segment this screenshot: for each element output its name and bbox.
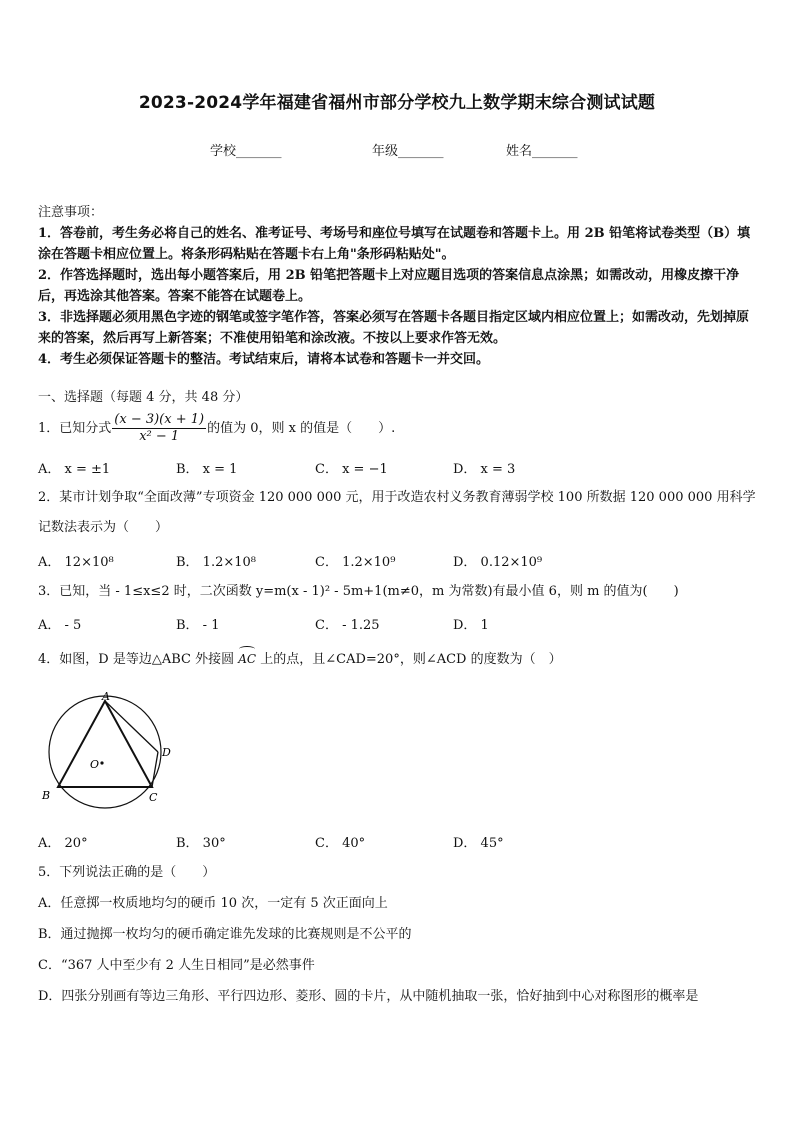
question-2-line-2: 记数法表示为（ ） — [38, 520, 169, 535]
q4-option-d: D． 45° — [453, 836, 504, 851]
q1-prefix: 1．已知分式 — [38, 421, 112, 436]
q1-option-d: D． x = 3 — [453, 462, 516, 477]
question-1 — [38, 412, 395, 446]
q1-option-c: C． x = −1 — [315, 462, 388, 477]
school-field: 学校_______ — [210, 144, 282, 159]
notes-heading: 注意事项： — [38, 205, 104, 220]
note-item-4: 4．考生必须保证答题卡的整洁。考试结束后，请将本试卷和答题卡一并交回。 — [38, 352, 490, 367]
question-3: 3．已知，当 - 1≤x≤2 时，二次函数 y=m(x - 1)² - 5m+1(m≠0，m 为常数)有最小值 6，则 m 的值为( ) — [38, 584, 679, 599]
q3-option-b: B． - 1 — [176, 618, 220, 633]
q4-option-a: A． 20° — [38, 836, 88, 851]
q1-option-b: B． x = 1 — [176, 462, 238, 477]
center-point — [100, 761, 103, 764]
circle-triangle-figure — [36, 690, 176, 810]
q1-numerator: (x − 3)(x + 1) — [114, 412, 205, 427]
segment-dc — [152, 752, 158, 787]
question-5: 5．下列说法正确的是（ ） — [38, 865, 216, 880]
circumscribed-circle — [49, 696, 161, 808]
q1-suffix: 的值为 0，则 x 的值是（ ）. — [207, 421, 396, 436]
q1-fraction — [112, 412, 206, 445]
q1-option-a: A． x = ±1 — [38, 462, 111, 477]
q5-option-d: D．四张分别画有等边三角形、平行四边形、菱形、圆的卡片，从中随机抽取一张，恰好抽到中心对称图形的概率是 — [38, 989, 699, 1004]
q5-option-c: C．“367 人中至少有 2 人生日相同”是必然事件 — [38, 958, 315, 973]
page-title: 2023-2024学年福建省福州市部分学校九上数学期末综合测试试题 — [138, 93, 656, 113]
q3-option-c: C． - 1.25 — [315, 618, 380, 633]
note-item-2: 2．作答选择题时，选出每小题答案后，用 2B 铅笔把答题卡上对应题目选项的答案信息点涂黑；如需改动，用橡皮擦干净后，再选涂其他答案。答案不能答在试题卷上。 — [38, 268, 740, 304]
q4-text-a: 4．如图，D 是等边△ABC 外接圆 — [38, 652, 235, 667]
grade-field: 年级_______ — [372, 144, 444, 159]
label-o: O — [90, 758, 100, 771]
label-a: A — [102, 690, 110, 703]
section-heading: 一、选择题（每题 4 分，共 48 分） — [38, 390, 249, 405]
note-item-3: 3．非选择题必须用黑色字迹的钢笔或签字笔作答，答案必须写在答题卡各题目指定区域内相应位置上；如需改动，先划掉原来的答案，然后再写上新答案；不准使用铅笔和涂改液。不按以上要求作答无效。 — [38, 310, 750, 346]
notes-block — [38, 202, 760, 370]
note-item-1: 1．答卷前，考生务必将自己的姓名、准考证号、考场号和座位号填写在试题卷和答题卡上。用 2B 铅笔将试卷类型（B）填涂在答题卡相应位置上。将条形码粘贴在答题卡右上角"条形码粘贴处"。 — [38, 226, 751, 262]
name-field: 姓名_______ — [506, 144, 578, 159]
label-c: C — [149, 791, 158, 804]
q3-option-d: D． 1 — [453, 618, 489, 633]
q4-option-b: B． 30° — [176, 836, 226, 851]
question-4 — [38, 649, 562, 670]
q2-option-b: B． 1.2×10⁸ — [176, 555, 257, 570]
label-b: B — [42, 789, 51, 802]
question-2-line-1: 2．某市计划争取“全面改薄”专项资金 120 000 000 元，用于改造农村义务教育薄弱学校 100 所数据 120 000 000 用科学 — [38, 490, 756, 505]
q2-option-d: D． 0.12×10⁹ — [453, 555, 543, 570]
q4-arc-label: AC — [238, 649, 256, 669]
q4-text-b: 上的点，且∠CAD=20°，则∠ACD 的度数为（ ） — [260, 652, 562, 667]
q1-denominator: x² − 1 — [139, 429, 180, 444]
q5-option-a: A．任意掷一枚质地均匀的硬币 10 次，一定有 5 次正面向上 — [38, 896, 388, 911]
label-d: D — [162, 746, 171, 759]
q4-option-c: C． 40° — [315, 836, 366, 851]
q5-option-b: B．通过抛掷一枚均匀的硬币确定谁先发球的比赛规则是不公平的 — [38, 927, 412, 942]
q2-option-c: C． 1.2×10⁹ — [315, 555, 396, 570]
triangle-abc — [58, 701, 152, 787]
segment-ad — [105, 701, 158, 752]
q2-option-a: A． 12×10⁸ — [38, 555, 114, 570]
q3-option-a: A． - 5 — [38, 618, 82, 633]
